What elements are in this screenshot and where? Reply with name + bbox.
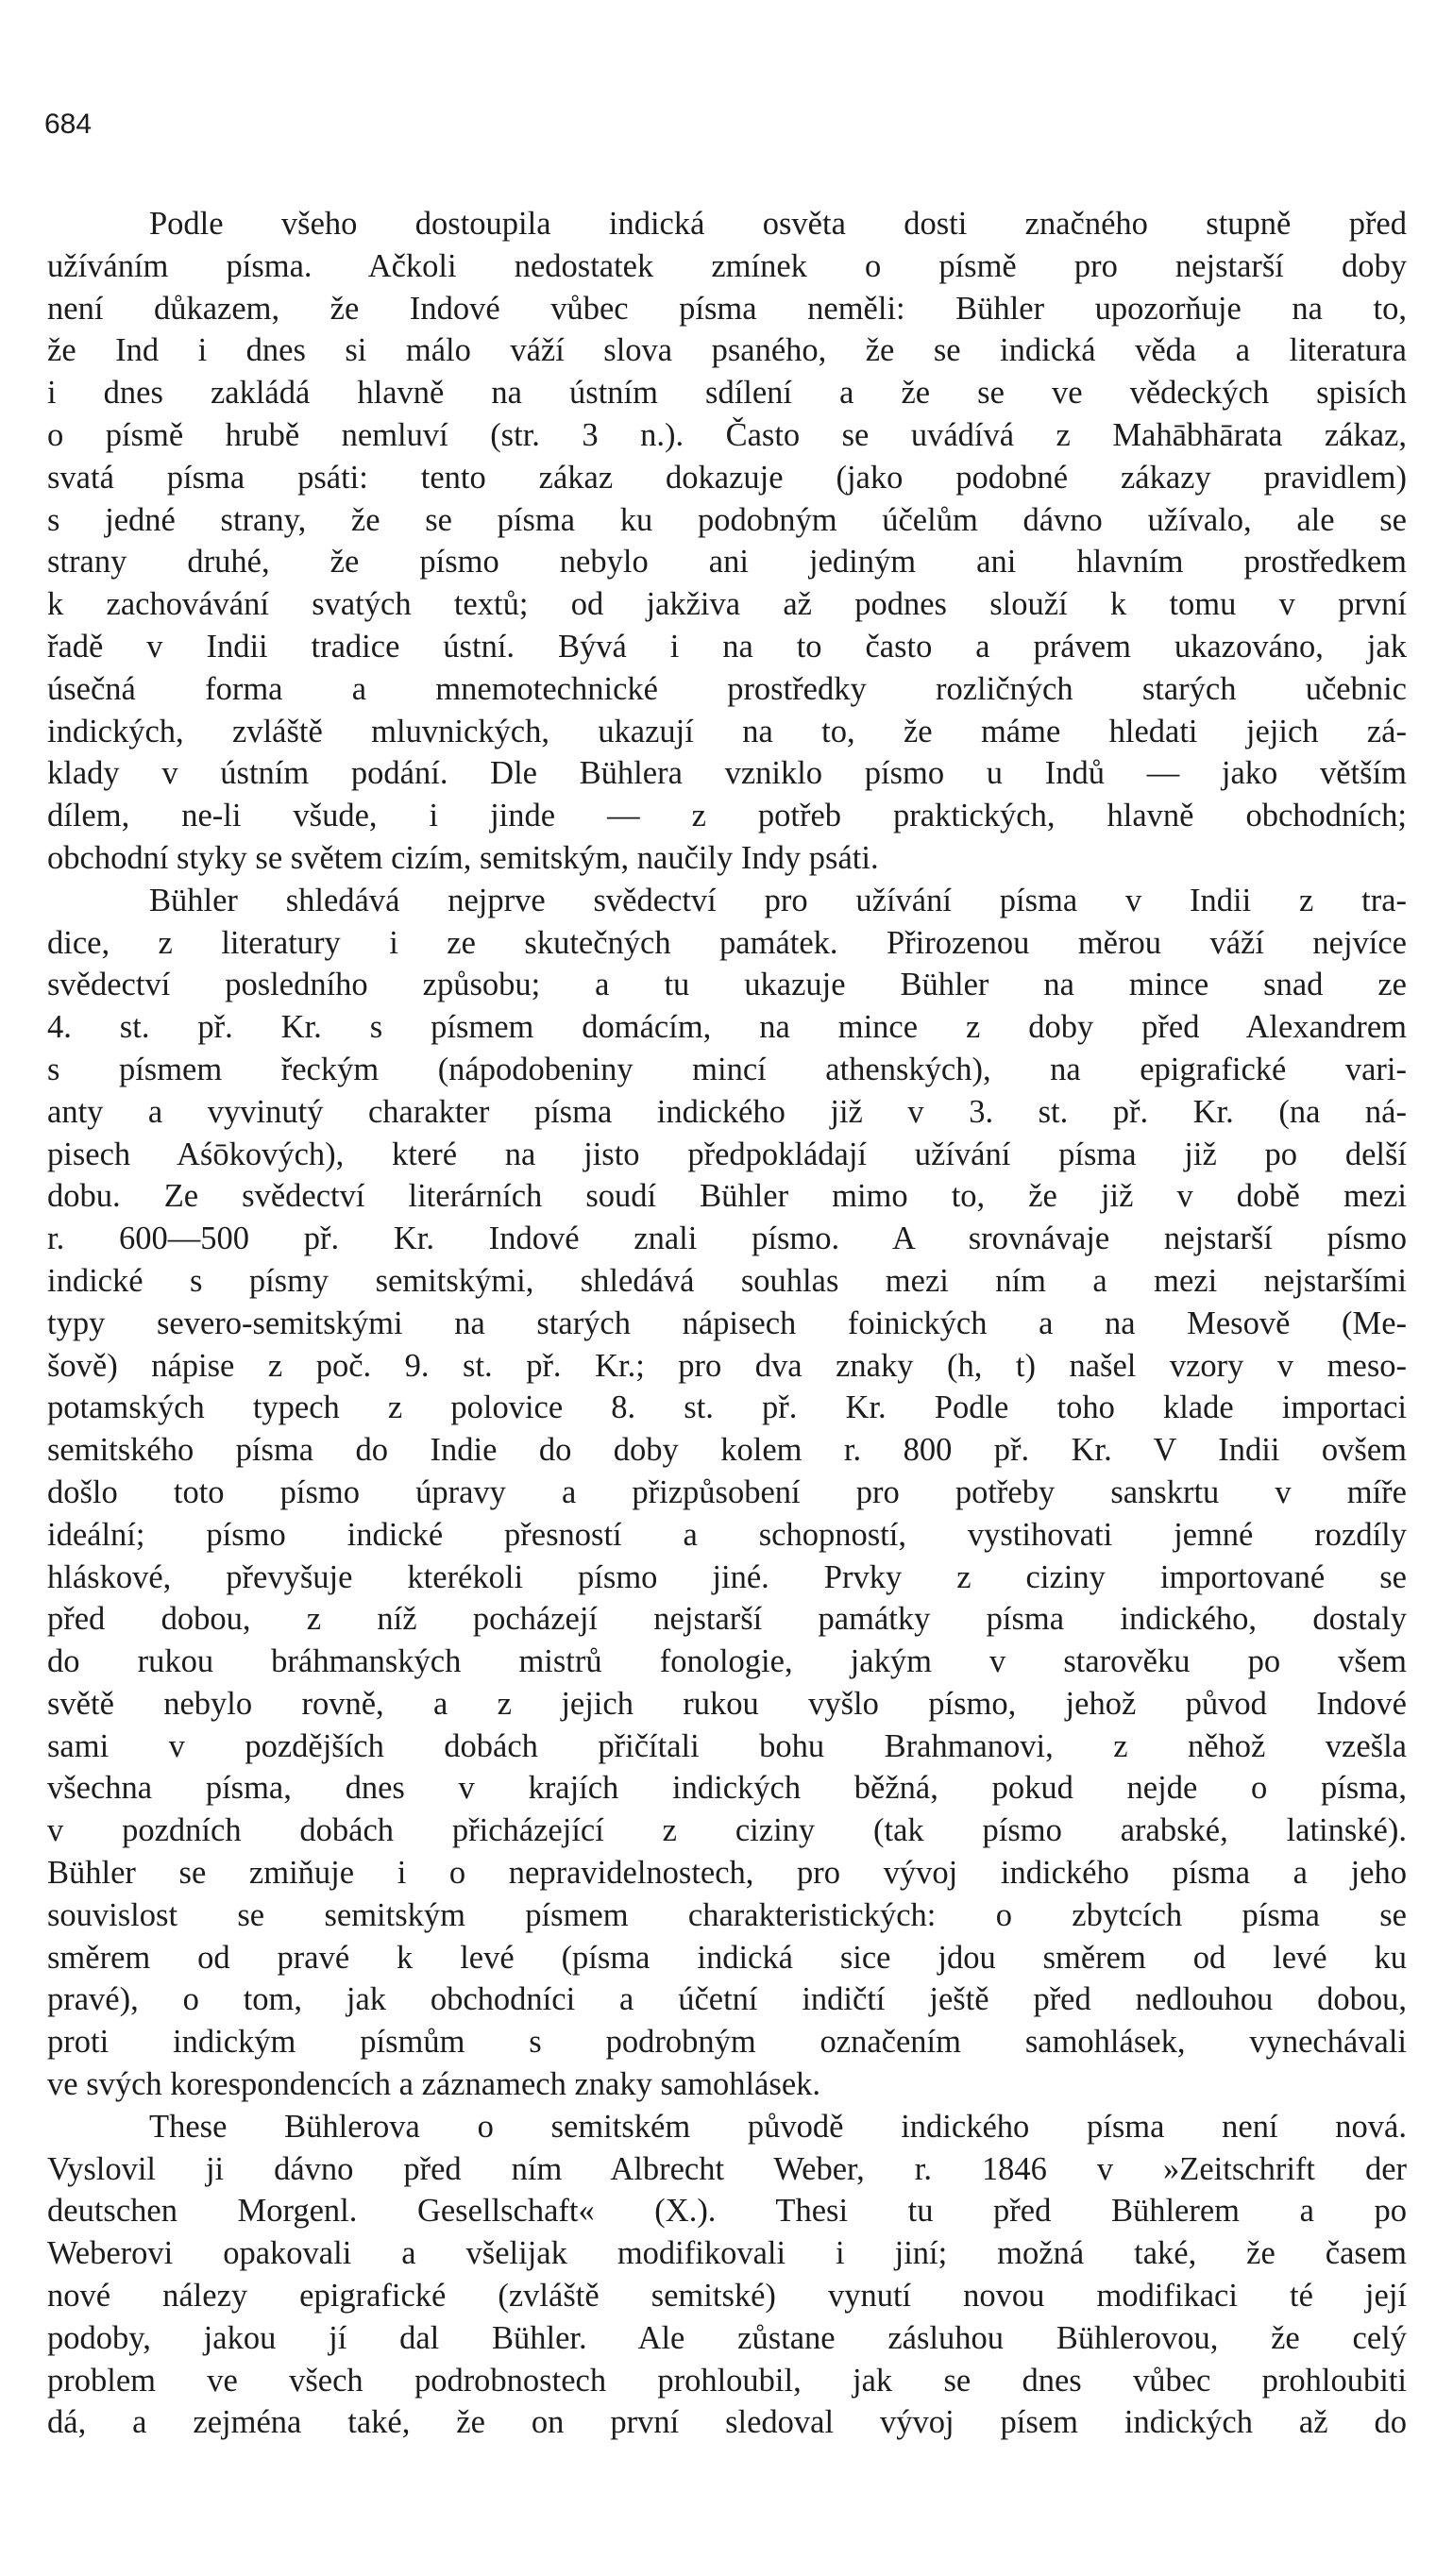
text-line: s písmem řeckým (nápodobeniny mincí athenských), na epigrafické vari- — [47, 1051, 1407, 1087]
text-line: indické s písmy semitskými, shledává souhlas mezi ním a mezi nejstaršími — [47, 1262, 1407, 1299]
text-line: dobu. Ze svědectví literárních soudí Bühler mimo to, že již v době mezi — [47, 1178, 1407, 1215]
text-line: 4. st. př. Kr. s písmem domácím, na mince z doby před Alexandrem — [47, 1009, 1407, 1046]
text-line: světě nebylo rovně, a z jejich rukou vyšlo písmo, jehož původ Indové — [47, 1685, 1407, 1722]
text-line: úsečná forma a mnemotechnické prostředky rozličných starých učebnic — [47, 670, 1407, 707]
text-line: souvislost se semitským písmem charakteristických: o zbytcích písma se — [47, 1896, 1407, 1933]
text-line: obchodní styky se světem cizím, semitským, naučily Indy psáti. — [47, 839, 879, 876]
text-line: k zachovávání svatých textů; od jakživa až podnes slouží k tomu v první — [47, 586, 1407, 623]
text-line: dá, a zejména také, že on první sledoval vývoj písem indických až do — [47, 2404, 1407, 2441]
text-line: ve svých korespondencích a záznamech znaky samohlásek. — [47, 2066, 821, 2103]
text-line: sami v pozdějších dobách přičítali bohu Brahmanovi, z něhož vzešla — [47, 1727, 1407, 1764]
text-line: r. 600—500 př. Kr. Indové znali písmo. A srovnávaje nejstarší písmo — [47, 1221, 1407, 1257]
text-line: typy severo-semitskými na starých nápisech foinických a na Mesově (Me- — [47, 1305, 1407, 1341]
text-line: podoby, jakou jí dal Bühler. Ale zůstane zásluhou Bühlerovou, že celý — [47, 2319, 1407, 2356]
text-line: není důkazem, že Indové vůbec písma neměli: Bühler upozorňuje na to, — [47, 290, 1407, 327]
text-line: pisech Aśōkových), které na jisto předpokládají užívání písma již po delší — [47, 1136, 1407, 1172]
text-line: užíváním písma. Ačkoli nedostatek zmínek o písmě pro nejstarší doby — [47, 247, 1407, 284]
text-line: šově) nápise z poč. 9. st. př. Kr.; pro dva znaky (h, t) našel vzory v meso- — [47, 1347, 1407, 1384]
text-line: klady v ústním podání. Dle Bühlera vzniklo písmo u Indů — jako větším — [47, 755, 1407, 792]
text-line: v pozdních dobách přicházející z ciziny (tak písmo arabské, latinské). — [47, 1812, 1407, 1849]
text-line: semitského písma do Indie do doby kolem r. 800 př. Kr. V Indii ovšem — [47, 1432, 1407, 1469]
page-number: 684 — [44, 109, 93, 140]
text-line: deutschen Morgenl. Gesellschaft« (X.). Thesi tu před Bühlerem a po — [47, 2193, 1407, 2230]
text-line: před dobou, z níž pocházejí nejstarší památky písma indického, dostaly — [47, 1601, 1407, 1638]
text-line: proti indickým písmům s podrobným označením samohlásek, vynechávali — [47, 2024, 1407, 2061]
text-line: Weberovi opakovali a všelijak modifikovali i jiní; možná také, že časem — [47, 2235, 1407, 2272]
text-line: anty a vyvinutý charakter písma indického již v 3. st. př. Kr. (na ná- — [47, 1093, 1407, 1130]
text-line: problem ve všech podrobnostech prohloubil, jak se dnes vůbec prohloubiti — [47, 2362, 1407, 2399]
body-text — [47, 203, 1407, 2444]
text-line: pravé), o tom, jak obchodníci a účetní indičtí ještě před nedlouhou dobou, — [47, 1981, 1407, 2018]
text-line: hláskové, převyšuje kterékoli písmo jiné. Prvky z ciziny importované se — [47, 1558, 1407, 1595]
text-line: došlo toto písmo úpravy a přizpůsobení pro potřeby sanskrtu v míře — [47, 1473, 1407, 1510]
text-line: Vyslovil ji dávno před ním Albrecht Weber, r. 1846 v »Zeitschrift der — [47, 2150, 1407, 2187]
text-line: nové nálezy epigrafické (zvláště semitské) vynutí novou modifikaci té její — [47, 2278, 1407, 2315]
text-line: Bühler shledává nejprve svědectví pro užívání písma v Indii z tra- — [149, 882, 1407, 918]
text-line: i dnes zakládá hlavně na ústním sdílení a že se ve vědeckých spisích — [47, 375, 1407, 412]
text-line: svatá písma psáti: tento zákaz dokazuje (jako podobné zákazy pravidlem) — [47, 459, 1407, 496]
text-line: ideální; písmo indické přesností a schopností, vystihovati jemné rozdíly — [47, 1516, 1407, 1553]
text-line: že Ind i dnes si málo váží slova psaného, že se indická věda a literatura — [47, 332, 1407, 369]
text-line: do rukou bráhmanských mistrů fonologie, jakým v starověku po všem — [47, 1643, 1407, 1680]
text-line: indických, zvláště mluvnických, ukazují na to, že máme hledati jejich zá- — [47, 713, 1407, 749]
text-line: Bühler se zmiňuje i o nepravidelnostech, pro vývoj indického písma a jeho — [47, 1855, 1407, 1892]
text-line: dílem, ne-li všude, i jinde — z potřeb praktických, hlavně obchodních; — [47, 798, 1407, 834]
text-line: o písmě hrubě nemluví (str. 3 n.). Často se uvádívá z Mahābhārata zákaz, — [47, 416, 1407, 453]
text-line: svědectví posledního způsobu; a tu ukazuje Bühler na mince snad ze — [47, 967, 1407, 1003]
text-line: These Bühlerova o semitském původě indického písma není nová. — [149, 2108, 1407, 2145]
text-line: potamských typech z polovice 8. st. př. Kr. Podle toho klade importaci — [47, 1389, 1407, 1426]
text-line: dice, z literatury i ze skutečných památek. Přirozenou měrou váží nejvíce — [47, 924, 1407, 961]
text-line: řadě v Indii tradice ústní. Bývá i na to často a právem ukazováno, jak — [47, 628, 1407, 665]
text-line: všechna písma, dnes v krajích indických běžná, pokud nejde o písma, — [47, 1770, 1407, 1807]
text-line: strany druhé, že písmo nebylo ani jediným ani hlavním prostředkem — [47, 544, 1407, 581]
text-line: směrem od pravé k levé (písma indická sice jdou směrem od levé ku — [47, 1939, 1407, 1976]
text-line: Podle všeho dostoupila indická osvěta dosti značného stupně před — [149, 206, 1407, 242]
text-line: s jedné strany, že se písma ku podobným účelům dávno užívalo, ale se — [47, 501, 1407, 538]
